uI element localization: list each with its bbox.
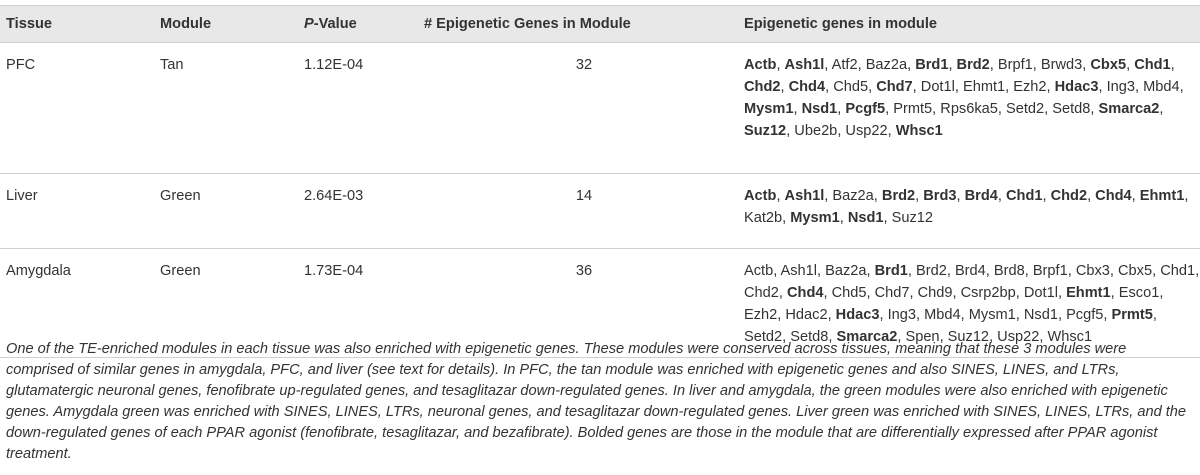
- gene-name: Brd2: [916, 263, 947, 279]
- table-row: [0, 43, 1200, 174]
- header-gene-count: # Epigenetic Genes in Module: [424, 6, 744, 43]
- cell-module: Tan: [160, 43, 304, 174]
- gene-name: Ehmt1: [1066, 285, 1111, 301]
- gene-name: Ash1l: [784, 57, 825, 73]
- gene-name: Brd1: [915, 57, 949, 73]
- gene-name: Chd1: [1134, 57, 1171, 73]
- gene-name: Chd2: [744, 79, 781, 95]
- cell-gene-list: Actb, Ash1l, Atf2, Baz2a, Brd1, Brd2, Brpf1, Brwd3, Cbx5, Chd1, Chd2, Chd4, Chd5, Chd7, Dot1l, Ehmt1, Ezh2, Hdac3, Ing3, Mbd4, Mysm1, Nsd1, Pcgf5, Prmt5, Rps6ka5, Setd2, Setd8, Smarca2, Suz12, Ube2b, Usp22, Whsc1: [744, 43, 1200, 174]
- gene-name: Esco1: [1118, 285, 1160, 301]
- gene-name: Suz12: [947, 329, 990, 345]
- gene-name: Prmt5: [893, 101, 933, 117]
- gene-name: Rps6ka5: [940, 101, 998, 117]
- gene-name: Ezh2: [744, 307, 778, 323]
- gene-name: Nsd1: [847, 210, 884, 226]
- gene-name: Prmt5: [1111, 307, 1153, 323]
- gene-name: Chd7: [876, 79, 913, 95]
- gene-name: Chd4: [788, 79, 826, 95]
- gene-name: Actb: [744, 188, 777, 204]
- gene-name: Usp22: [997, 329, 1040, 345]
- gene-name: Chd1: [1160, 263, 1196, 279]
- cell-pvalue: 1.73E-04: [304, 249, 424, 358]
- gene-name: Spen: [905, 329, 940, 345]
- gene-name: Setd2: [1006, 101, 1045, 117]
- gene-name: Nsd1: [1023, 307, 1058, 323]
- header-pvalue-rest: -Value: [313, 16, 357, 32]
- gene-name: Chd2: [744, 285, 779, 301]
- cell-pvalue: 2.64E-03: [304, 174, 424, 249]
- gene-name: Mysm1: [744, 101, 794, 117]
- gene-name: Nsd1: [801, 101, 838, 117]
- gene-name: Cbx5: [1118, 263, 1153, 279]
- gene-name: Ing3: [1106, 79, 1135, 95]
- cell-gene-count: 14: [424, 174, 744, 249]
- epigenetic-modules-table: [0, 5, 1200, 358]
- cell-gene-count: 36: [424, 249, 744, 358]
- gene-name: Chd2: [1050, 188, 1088, 204]
- gene-name: Chd5: [833, 79, 869, 95]
- gene-name: Ash1l: [780, 263, 818, 279]
- gene-name: Ezh2: [1013, 79, 1047, 95]
- table-header-row: [0, 6, 1200, 43]
- gene-name: Cbx3: [1075, 263, 1110, 279]
- header-gene-list: Epigenetic genes in module: [744, 6, 1200, 43]
- gene-name: Brwd3: [1040, 57, 1083, 73]
- gene-name: Mbd4: [924, 307, 961, 323]
- cell-gene-list: Actb, Ash1l, Baz2a, Brd2, Brd3, Brd4, Chd1, Chd2, Chd4, Ehmt1, Kat2b, Mysm1, Nsd1, Suz12: [744, 174, 1200, 249]
- gene-name: Brd2: [956, 57, 990, 73]
- gene-name: Ash1l: [784, 188, 825, 204]
- gene-name: Brd3: [923, 188, 957, 204]
- gene-name: Hdac3: [835, 307, 880, 323]
- gene-name: Kat2b: [744, 210, 783, 226]
- gene-name: Usp22: [845, 123, 888, 139]
- gene-name: Brd1: [874, 263, 908, 279]
- gene-name: Whsc1: [1047, 329, 1093, 345]
- gene-name: Baz2a: [832, 188, 874, 204]
- header-pvalue-p: P: [304, 16, 314, 32]
- gene-name: Baz2a: [865, 57, 908, 73]
- gene-name: Atf2: [831, 57, 858, 73]
- gene-name: Brd4: [954, 263, 986, 279]
- cell-tissue: PFC: [0, 43, 160, 174]
- gene-name: Pcgf5: [1066, 307, 1104, 323]
- header-module: Module: [160, 6, 304, 43]
- header-tissue: Tissue: [0, 6, 160, 43]
- gene-name: Actb: [744, 263, 774, 279]
- gene-name: Pcgf5: [845, 101, 886, 117]
- cell-tissue: Amygdala: [0, 249, 160, 358]
- gene-name: Chd4: [787, 285, 824, 301]
- gene-name: Setd2: [744, 329, 783, 345]
- gene-name: Brd2: [881, 188, 916, 204]
- gene-name: Chd1: [1005, 188, 1043, 204]
- gene-name: Mysm1: [968, 307, 1016, 323]
- cell-gene-list: Actb, Ash1l, Baz2a, Brd1, Brd2, Brd4, Brd8, Brpf1, Cbx3, Cbx5, Chd1, Chd2, Chd4, Chd5, Chd7, Chd9, Csrp2bp, Dot1l, Ehmt1, Esco1, Ezh2, Hdac2, Hdac3, Ing3, Mbd4, Mysm1, Nsd1, Pcgf5, Prmt5, Setd2, Setd8, Smarca2, Spen, Suz12, Usp22, Whsc1: [744, 249, 1200, 358]
- cell-module: Green: [160, 174, 304, 249]
- gene-name: Brd8: [993, 263, 1025, 279]
- gene-name: Smarca2: [836, 329, 898, 345]
- gene-name: Suz12: [744, 123, 787, 139]
- gene-name: Setd8: [1052, 101, 1091, 117]
- gene-name: Mbd4: [1143, 79, 1180, 95]
- gene-name: Brd4: [964, 188, 998, 204]
- header-pvalue: [304, 6, 424, 43]
- gene-name: Chd4: [1095, 188, 1132, 204]
- gene-name: Ehmt1: [1139, 188, 1185, 204]
- gene-name: Cbx5: [1090, 57, 1127, 73]
- gene-name: Chd5: [831, 285, 867, 301]
- gene-name: Brpf1: [1032, 263, 1068, 279]
- cell-module: Green: [160, 249, 304, 358]
- cell-gene-count: 32: [424, 43, 744, 174]
- gene-name: Chd9: [917, 285, 953, 301]
- gene-name: Csrp2bp: [960, 285, 1016, 301]
- gene-name: Smarca2: [1098, 101, 1160, 117]
- gene-name: Dot1l: [1023, 285, 1058, 301]
- cell-tissue: Liver: [0, 174, 160, 249]
- gene-name: Ehmt1: [962, 79, 1006, 95]
- table-caption: One of the TE-enriched modules in each tissue was also enriched with epigenetic genes. These modules were conserved across tissues, meaning that these 3 modules were comprised of similar genes in amygdala, PFC, and liver (see text for details). In PFC, the tan module was enriched with epigenetic genes and also SINES, LINES, and LTRs, glutamatergic neuronal genes, fenofibrate up-regulated genes, and tesaglitazar down-regulated genes. In liver and amygdala, the green modules were also enriched with epigenetic genes. Amygdala green was enriched with SINES, LINES, LTRs, neuronal genes, and tesaglitazar down-regulated genes. Liver green was enriched with SINES, LINES, LTRs, and the down-regulated genes of each PPAR agonist (fenofibrate, tesaglitazar, and bezafibrate). Bolded genes are those in the module that are differentially expressed after PPAR agonist treatment.: [6, 341, 1187, 462]
- gene-name: Actb: [744, 57, 777, 73]
- gene-name: Hdac3: [1054, 79, 1099, 95]
- gene-name: Whsc1: [895, 123, 943, 139]
- gene-name: Brpf1: [997, 57, 1033, 73]
- cell-pvalue: 1.12E-04: [304, 43, 424, 174]
- gene-name: Mysm1: [790, 210, 840, 226]
- gene-name: Dot1l: [920, 79, 955, 95]
- gene-name: Setd8: [790, 329, 829, 345]
- gene-name: Hdac2: [785, 307, 828, 323]
- gene-name: Ing3: [887, 307, 916, 323]
- gene-name: Baz2a: [825, 263, 867, 279]
- gene-name: Ube2b: [794, 123, 838, 139]
- table-row: [0, 174, 1200, 249]
- gene-name: Suz12: [891, 210, 934, 226]
- gene-name: Chd7: [874, 285, 910, 301]
